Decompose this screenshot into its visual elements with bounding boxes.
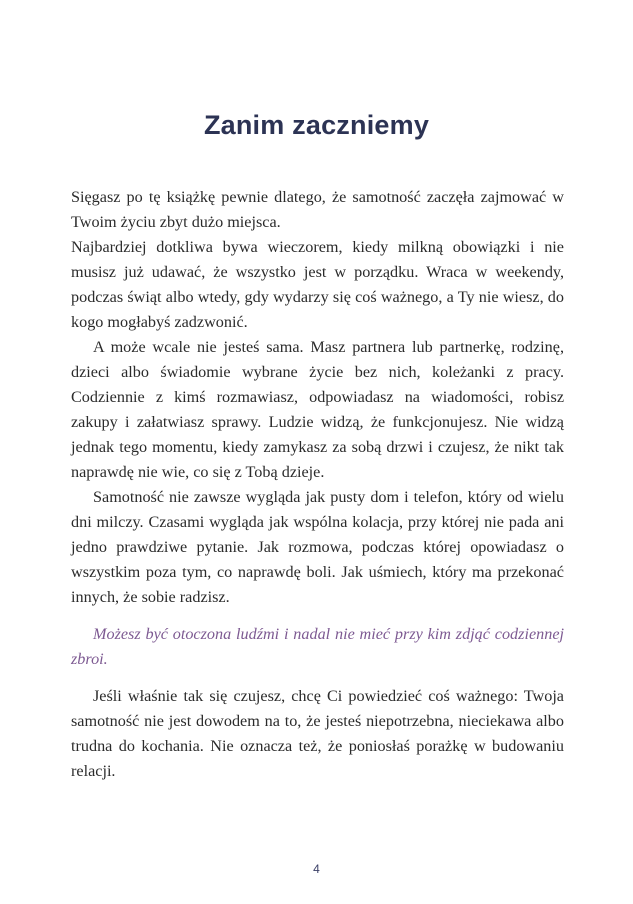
paragraph: Jeśli właśnie tak się czujesz, chcę Ci powiedzieć coś ważnego: Twoja samotność nie jest dowodem na to, że jesteś niepotrzebna, nieciekawa albo trudna do kochania. Nie oznacza też, że poniosłaś porażkę w budowaniu relacji. [71,687,564,780]
paragraph: Samotność nie zawsze wygląda jak pusty dom i telefon, który od wielu dni milczy. Czasami wygląda jak wspólna kolacja, przy której nie pada ani jedno prawdziwe pytanie. Jak rozmowa, podczas której opowiadasz o wszystkim poza tym, co naprawdę boli. Jak uśmiech, który ma przekonać innych, że sobie radzisz. [71,488,564,606]
paragraph: A może wcale nie jesteś sama. Masz partnera lub partnerkę, rodzinę, dzieci albo świadomie wybrane życie bez nich, koleżanki z pracy. Codziennie z kimś rozmawiasz, odpowiadasz na wiadomości, robisz zakupy i załatwiasz sprawy. Ludzie widzą, że funkcjonujesz. Nie widzą jednak tego momentu, kiedy zamykasz za sobą drzwi i czujesz, że nikt tak naprawdę nie wie, co się z Tobą dzieje. [71,338,564,481]
chapter-body [71,185,564,784]
pull-quote: Możesz być otoczona ludźmi i nadal nie mieć przy kim zdjąć codziennej zbroi. [71,625,564,668]
paragraph: Sięgasz po tę książkę pewnie dlatego, że samotność zaczęła zajmować w Twoim życiu zbyt dużo miejsca. [71,188,564,231]
page-number: 4 [313,862,320,876]
paragraph: Najbardziej dotkliwa bywa wieczorem, kiedy milkną obowiązki i nie musisz już udawać, że wszystko jest w porządku. Wraca w weekendy, podczas świąt albo wtedy, gdy wydarzy się coś ważnego, a Ty nie wiesz, do kogo mogłabyś zadzwonić. [71,238,564,331]
chapter-title: Zanim zaczniemy [203,110,430,140]
